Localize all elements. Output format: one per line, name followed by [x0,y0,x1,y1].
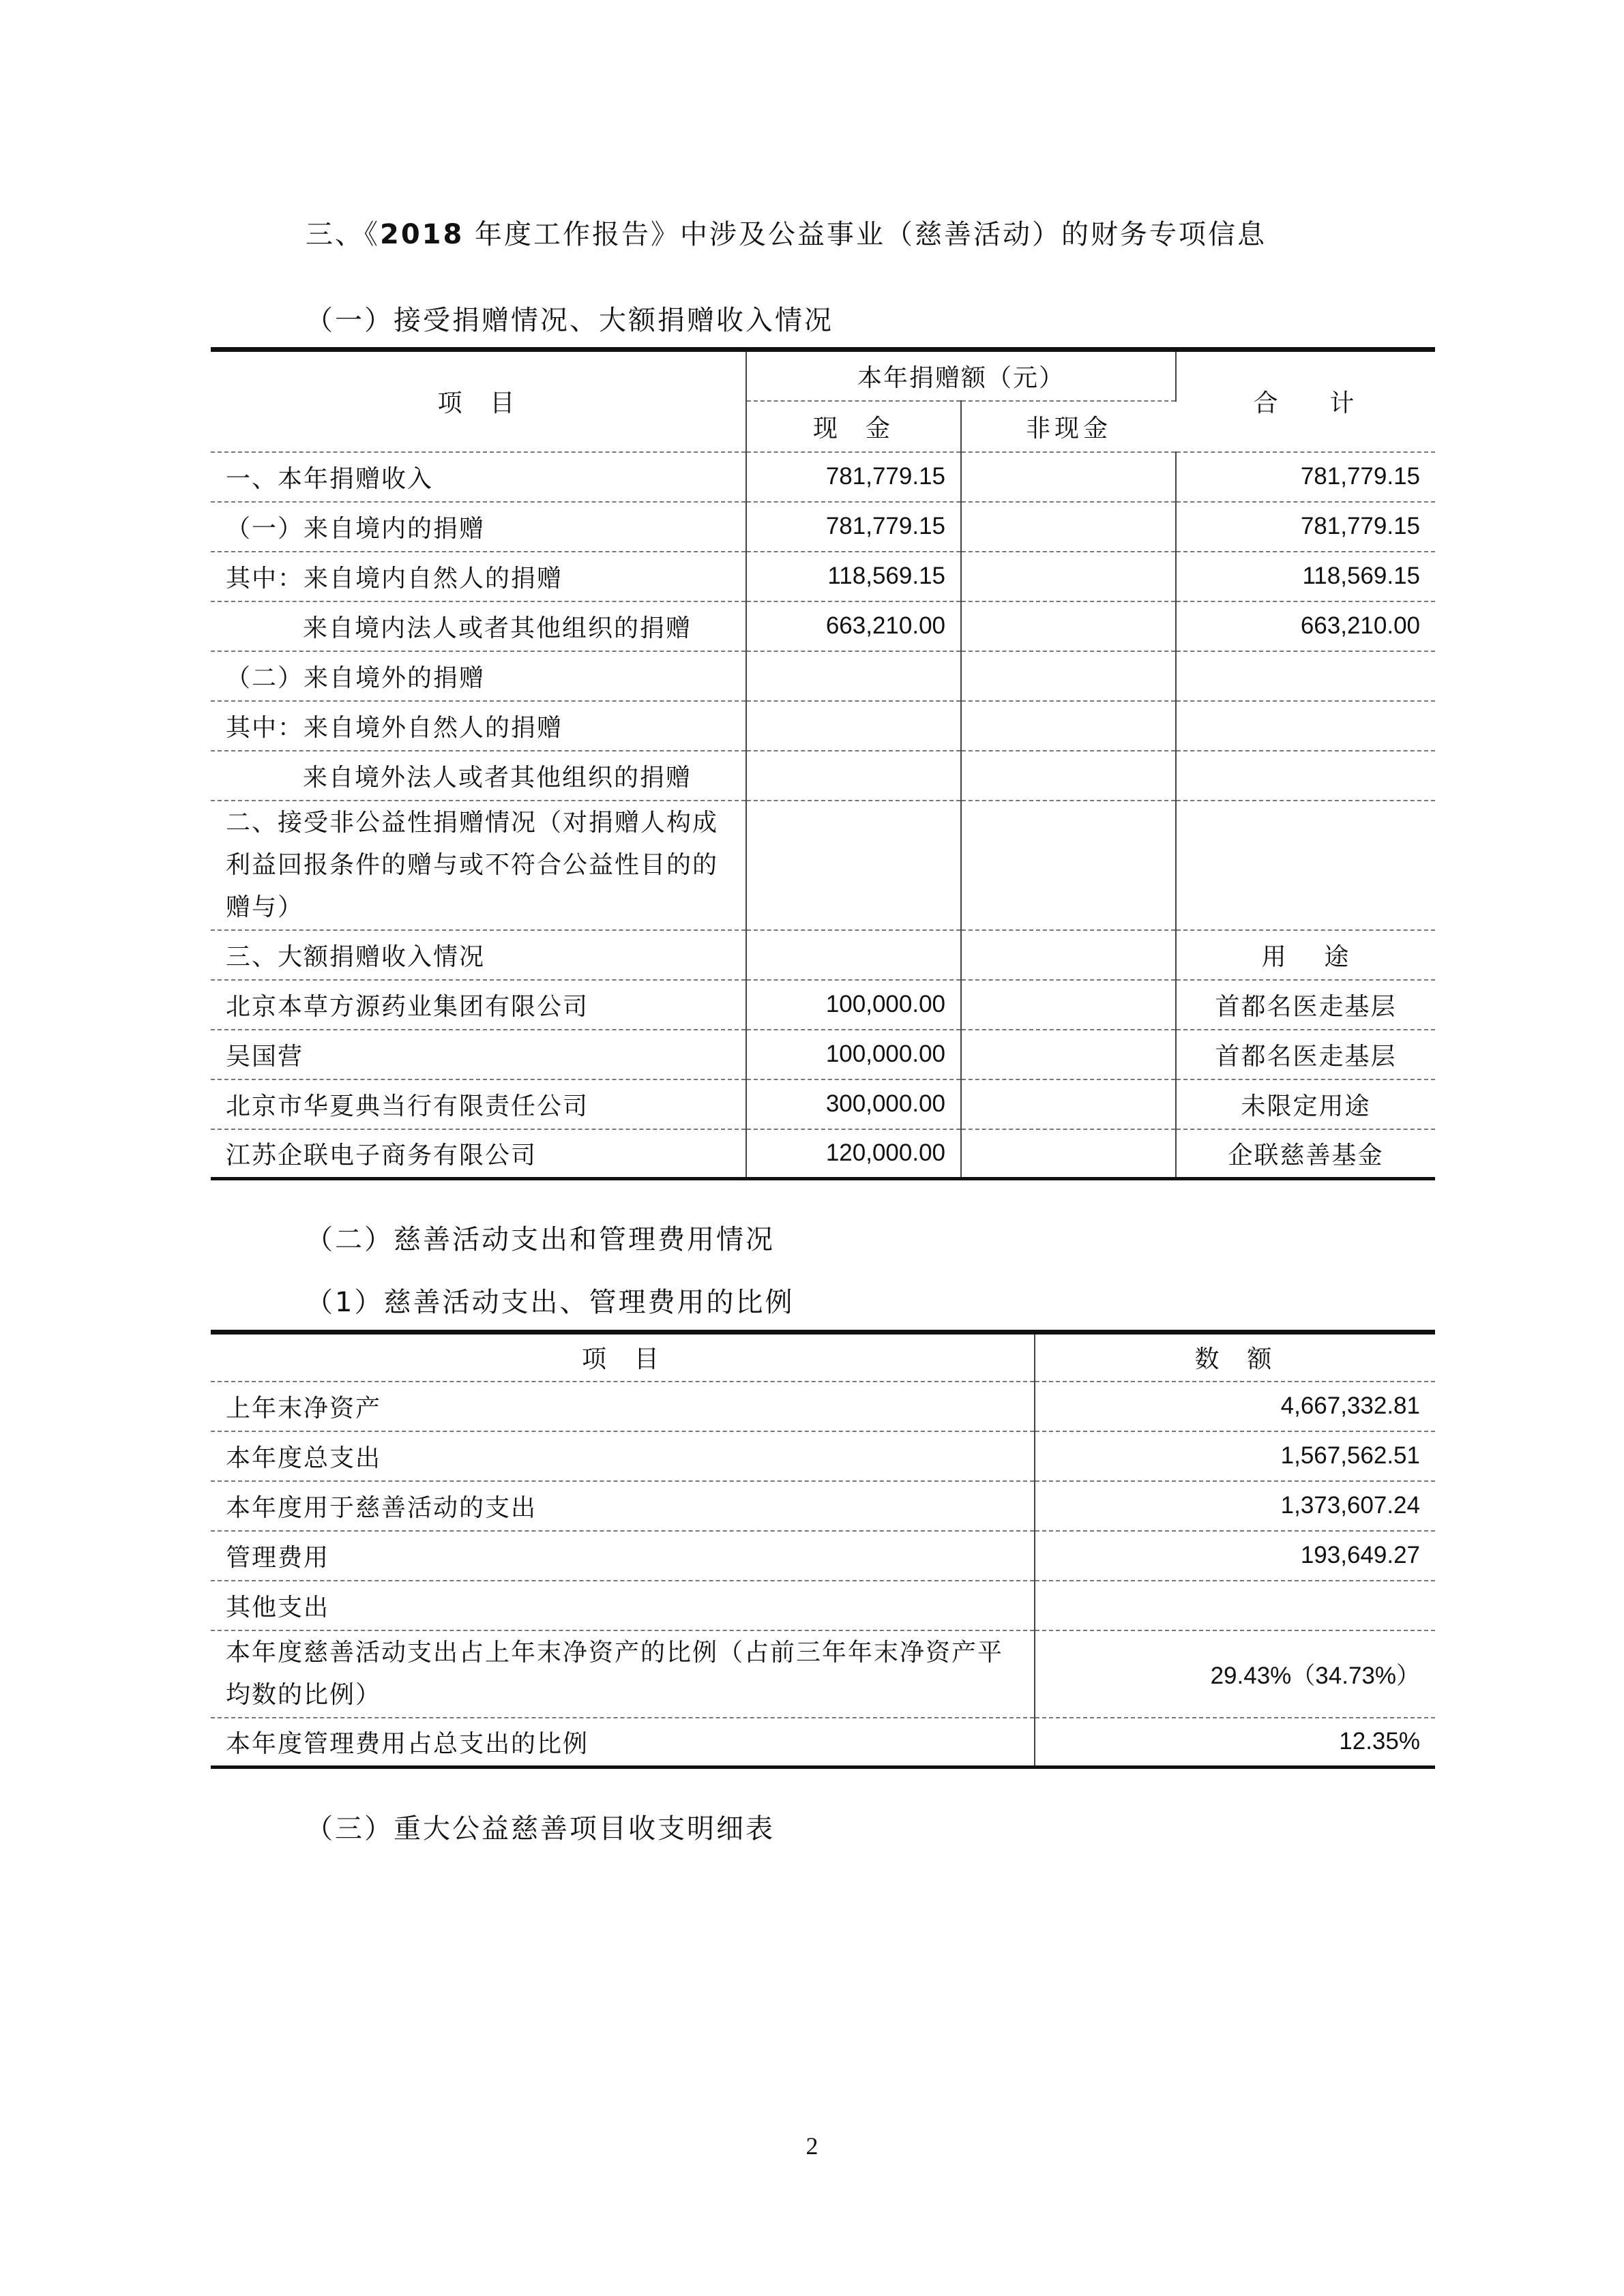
purpose-header-cell: 用 途 [1176,930,1435,980]
amount-cell: 29.43%（34.73%） [1035,1630,1435,1718]
row-label: 其中：来自境内自然人的捐赠 [211,552,746,601]
noncash-cell [961,601,1176,651]
section-title-suffix: 年度工作报告》中涉及公益事业（慈善活动）的财务专项信息 [464,219,1267,250]
row-label: 上年末净资产 [211,1382,1035,1431]
col-header-donation-amount: 本年捐赠额（元） [746,350,1176,401]
col-header-cash: 现 金 [746,401,961,452]
donations-table [211,347,1435,1180]
table-row [211,651,1435,701]
amount-cell: 1,567,562.51 [1035,1431,1435,1481]
row-label: 本年度用于慈善活动的支出 [211,1481,1035,1531]
total-cell [1176,701,1435,751]
table-row [211,1481,1435,1531]
section-title-prefix: 三、《 [306,219,380,250]
noncash-cell [961,1030,1176,1079]
expenses-heading: （二）慈善活动支出和管理费用情况 [306,1224,775,1255]
cash-cell: 100,000.00 [746,980,961,1030]
cash-cell: 120,000.00 [746,1129,961,1179]
purpose-cell: 企联慈善基金 [1228,1141,1384,1169]
table-row [211,1718,1435,1768]
table-row [211,452,1435,502]
col-header-noncash: 非现金 [961,401,1176,452]
table-row [211,1079,1435,1129]
col-header-item: 项 目 [211,350,746,452]
row-label: 本年度管理费用占总支出的比例 [211,1718,1035,1768]
row-label: 三、大额捐赠收入情况 [211,930,746,980]
page-number: 2 [806,2132,818,2160]
table-row [211,502,1435,552]
cash-cell: 100,000.00 [746,1030,961,1079]
total-cell: 781,779.15 [1176,452,1435,502]
table-row [211,801,1435,930]
purpose-cell: 未限定用途 [1176,1079,1435,1129]
row-label: 来自境内法人或者其他组织的捐赠 [211,601,746,651]
total-cell: 118,569.15 [1176,552,1435,601]
cash-cell: 663,210.00 [746,601,961,651]
expenses-subheading: （1）慈善活动支出、管理费用的比例 [306,1287,795,1318]
noncash-cell [961,701,1176,751]
noncash-cell [961,452,1176,502]
noncash-cell [961,651,1176,701]
row-label: 管理费用 [211,1531,1035,1581]
table-row [211,701,1435,751]
cash-cell: 300,000.00 [746,1079,961,1129]
table-row [211,1030,1435,1079]
cash-cell [746,751,961,801]
donor-name: 吴国营 [211,1030,746,1079]
noncash-cell [961,801,1176,930]
table-row [211,552,1435,601]
cash-cell [746,930,961,980]
row-label: （二）来自境外的捐赠 [211,651,746,701]
donor-name: 北京本草方源药业集团有限公司 [211,980,746,1030]
row-label: 其他支出 [211,1581,1035,1630]
cash-cell [746,651,961,701]
cash-cell: 781,779.15 [746,452,961,502]
row-label: 本年度慈善活动支出占上年末净资产的比例（占前三年年末净资产平均数的比例） [211,1630,1035,1718]
noncash-cell [961,1079,1176,1129]
col-header-total: 合 计 [1176,350,1435,452]
section-title [306,213,1267,252]
major-projects-heading: （三）重大公益慈善项目收支明细表 [306,1813,775,1845]
total-cell: 663,210.00 [1176,601,1435,651]
total-cell [1176,801,1435,930]
table-row [211,1382,1435,1431]
expenses-table [211,1330,1435,1769]
table-row [211,980,1435,1030]
amount-cell [1035,1581,1435,1630]
row-label: 二、接受非公益性捐赠情况（对捐赠人构成利益回报条件的赠与或不符合公益性目的的赠与） [211,801,746,930]
noncash-cell [961,502,1176,552]
total-cell [1176,651,1435,701]
row-label: 本年度总支出 [211,1431,1035,1481]
total-cell [1176,751,1435,801]
row-label: 来自境外法人或者其他组织的捐赠 [211,751,746,801]
cash-cell [746,801,961,930]
table-row [211,930,1435,980]
amount-cell: 12.35% [1339,1728,1420,1755]
noncash-cell [961,980,1176,1030]
noncash-cell [961,552,1176,601]
section-title-year: 2018 [380,219,464,250]
table-row [211,751,1435,801]
amount-cell: 4,667,332.81 [1035,1382,1435,1431]
col-header-item: 项 目 [211,1332,1035,1382]
noncash-cell [961,1129,1176,1179]
table-row [211,1531,1435,1581]
noncash-cell [961,751,1176,801]
row-label: （一）来自境内的捐赠 [211,502,746,552]
cash-cell: 781,779.15 [746,502,961,552]
purpose-cell: 首都名医走基层 [1176,1030,1435,1079]
table-row [211,1581,1435,1630]
col-header-amount: 数 额 [1035,1332,1435,1382]
amount-cell: 193,649.27 [1035,1531,1435,1581]
table-row [211,601,1435,651]
donor-name: 北京市华夏典当行有限责任公司 [211,1079,746,1129]
amount-cell: 1,373,607.24 [1035,1481,1435,1531]
cash-cell: 118,569.15 [746,552,961,601]
donor-name: 江苏企联电子商务有限公司 [211,1129,746,1179]
donations-heading: （一）接受捐赠情况、大额捐赠收入情况 [306,305,833,336]
table-row [211,1129,1435,1179]
noncash-cell [961,930,1176,980]
cash-cell [746,701,961,751]
purpose-cell: 首都名医走基层 [1176,980,1435,1030]
table-row [211,1630,1435,1718]
total-cell: 781,779.15 [1176,502,1435,552]
row-label: 一、本年捐赠收入 [211,452,746,502]
row-label: 其中：来自境外自然人的捐赠 [211,701,746,751]
table-row [211,1431,1435,1481]
